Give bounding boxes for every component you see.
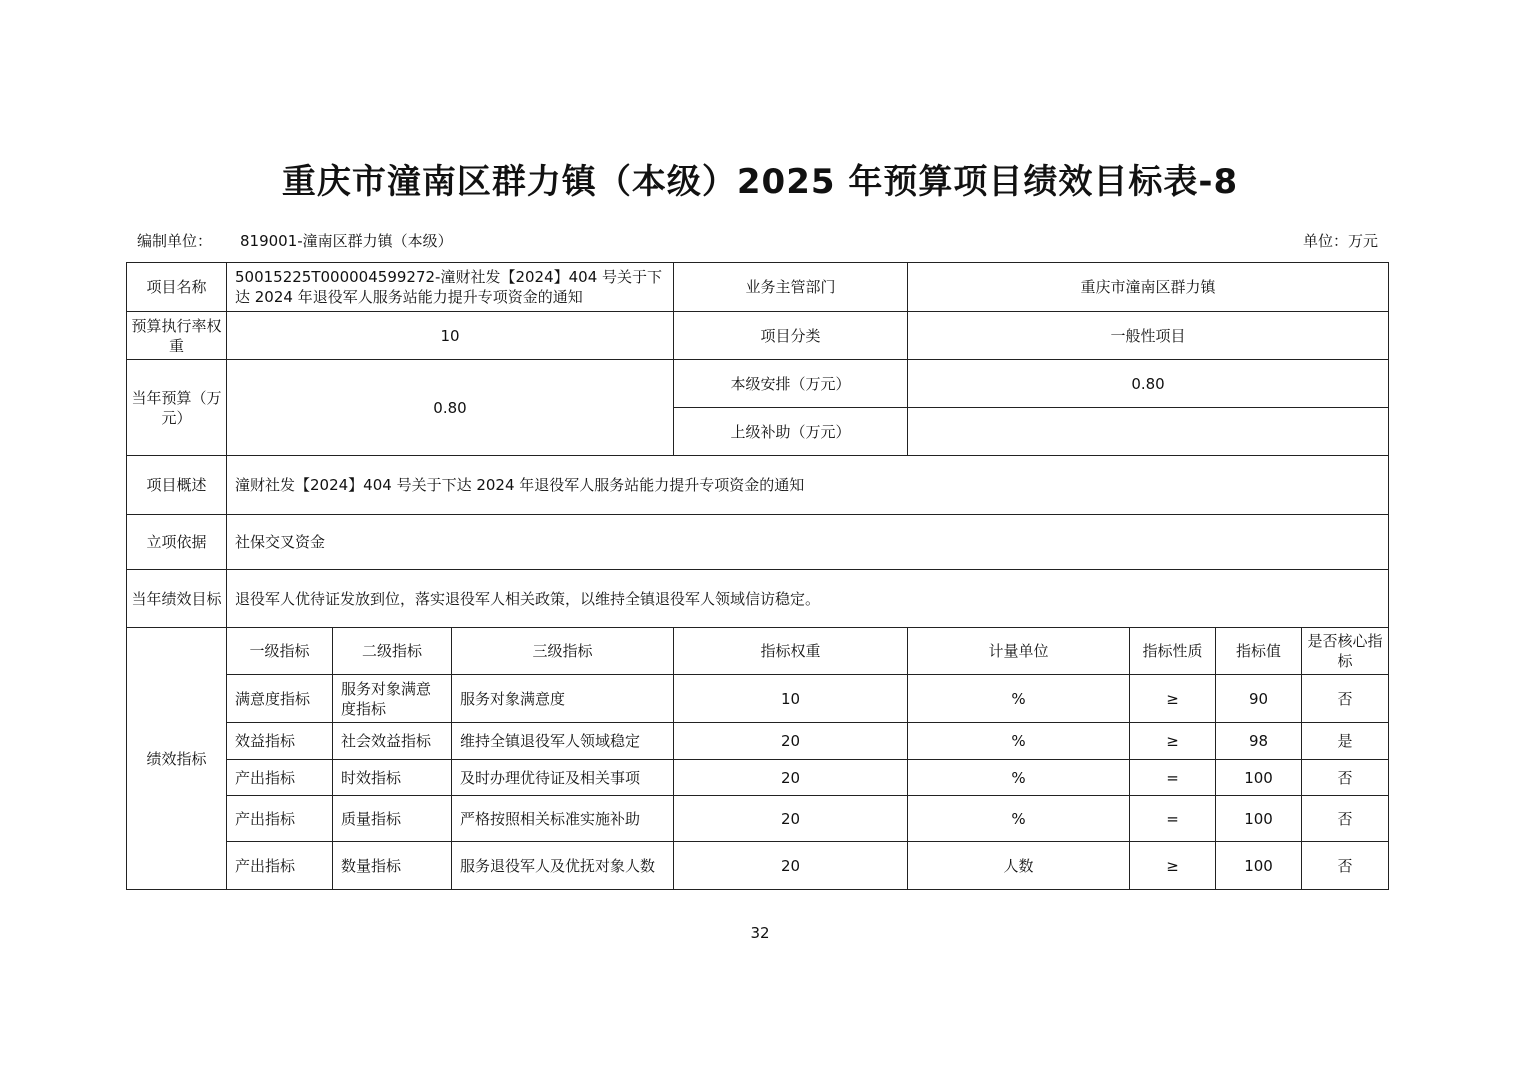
goal-label: 当年绩效目标: [127, 570, 227, 628]
indicator-row: [127, 796, 1389, 842]
indicator-nature: =: [1130, 796, 1216, 842]
indicator-level1: 产出指标: [227, 760, 333, 796]
indicator-core: 否: [1302, 796, 1389, 842]
indicator-header-row: [127, 628, 1389, 675]
header-level3: 三级指标: [452, 628, 674, 675]
indicator-level3: 及时办理优待证及相关事项: [452, 760, 674, 796]
meta-row: [137, 231, 1378, 251]
indicator-nature: ≥: [1130, 675, 1216, 723]
indicator-unit: %: [908, 760, 1130, 796]
indicator-core: 否: [1302, 675, 1389, 723]
table-row: [127, 263, 1389, 312]
indicator-value: 90: [1216, 675, 1302, 723]
project-name-value: 50015225T000004599272-潼财社发【2024】404 号关于下达 2024 年退役军人服务站能力提升专项资金的通知: [227, 263, 674, 312]
indicators-section-label: 绩效指标: [127, 628, 227, 890]
indicator-unit: %: [908, 796, 1130, 842]
header-level1: 一级指标: [227, 628, 333, 675]
indicator-weight: 20: [674, 796, 908, 842]
indicator-weight: 20: [674, 760, 908, 796]
indicator-level2: 质量指标: [333, 796, 452, 842]
table-row: [127, 456, 1389, 515]
indicator-value: 100: [1216, 842, 1302, 890]
header-unit: 计量单位: [908, 628, 1130, 675]
indicator-level3: 严格按照相关标准实施补助: [452, 796, 674, 842]
indicator-nature: ≥: [1130, 842, 1216, 890]
indicator-level2: 社会效益指标: [333, 723, 452, 760]
exec-weight-value: 10: [227, 312, 674, 360]
table-row: [127, 312, 1389, 360]
indicator-value: 100: [1216, 760, 1302, 796]
org-value: 819001-潼南区群力镇（本级）: [240, 232, 453, 250]
indicator-level1: 效益指标: [227, 723, 333, 760]
page-number: 32: [750, 924, 770, 942]
indicator-row: [127, 723, 1389, 760]
table-row: [127, 515, 1389, 570]
overview-value: 潼财社发【2024】404 号关于下达 2024 年退役军人服务站能力提升专项资金的通知: [227, 456, 1389, 515]
own-budget-label: 本级安排（万元）: [674, 360, 908, 408]
indicator-row: [127, 842, 1389, 890]
indicator-level3: 服务退役军人及优抚对象人数: [452, 842, 674, 890]
budget-value: 0.80: [227, 360, 674, 456]
budget-label: 当年预算（万元）: [127, 360, 227, 456]
unit-label: 单位：万元: [1302, 232, 1378, 250]
goal-value: 退役军人优待证发放到位，落实退役军人相关政策，以维持全镇退役军人领域信访稳定。: [227, 570, 1389, 628]
indicator-unit: %: [908, 723, 1130, 760]
header-nature: 指标性质: [1130, 628, 1216, 675]
indicator-level2: 时效指标: [333, 760, 452, 796]
indicator-weight: 20: [674, 842, 908, 890]
indicator-level3: 服务对象满意度: [452, 675, 674, 723]
basis-value: 社保交叉资金: [227, 515, 1389, 570]
indicator-value: 100: [1216, 796, 1302, 842]
dept-label: 业务主管部门: [674, 263, 908, 312]
exec-weight-label: 预算执行率权重: [127, 312, 227, 360]
indicator-core: 否: [1302, 842, 1389, 890]
header-weight: 指标权重: [674, 628, 908, 675]
category-label: 项目分类: [674, 312, 908, 360]
indicator-row: [127, 675, 1389, 723]
indicator-value: 98: [1216, 723, 1302, 760]
performance-table: [126, 262, 1389, 890]
indicator-level1: 产出指标: [227, 842, 333, 890]
header-core: 是否核心指标: [1302, 628, 1389, 675]
indicator-weight: 10: [674, 675, 908, 723]
org-label: 编制单位：: [137, 232, 213, 250]
table-row: [127, 360, 1389, 408]
indicator-level1: 满意度指标: [227, 675, 333, 723]
upper-subsidy-label: 上级补助（万元）: [674, 408, 908, 456]
upper-subsidy-value: [908, 408, 1389, 456]
indicator-core: 是: [1302, 723, 1389, 760]
indicator-nature: =: [1130, 760, 1216, 796]
indicator-level2: 数量指标: [333, 842, 452, 890]
header-level2: 二级指标: [333, 628, 452, 675]
table-row: [127, 570, 1389, 628]
basis-label: 立项依据: [127, 515, 227, 570]
indicator-weight: 20: [674, 723, 908, 760]
indicator-level1: 产出指标: [227, 796, 333, 842]
overview-label: 项目概述: [127, 456, 227, 515]
indicator-core: 否: [1302, 760, 1389, 796]
page-title: 重庆市潼南区群力镇（本级）2025 年预算项目绩效目标表-8: [281, 162, 1239, 202]
project-name-label: 项目名称: [127, 263, 227, 312]
indicator-level3: 维持全镇退役军人领域稳定: [452, 723, 674, 760]
indicator-level2: 服务对象满意度指标: [333, 675, 452, 723]
category-value: 一般性项目: [908, 312, 1389, 360]
header-value: 指标值: [1216, 628, 1302, 675]
indicator-unit: 人数: [908, 842, 1130, 890]
dept-value: 重庆市潼南区群力镇: [908, 263, 1389, 312]
own-budget-value: 0.80: [908, 360, 1389, 408]
indicator-unit: %: [908, 675, 1130, 723]
indicator-row: [127, 760, 1389, 796]
indicator-nature: ≥: [1130, 723, 1216, 760]
